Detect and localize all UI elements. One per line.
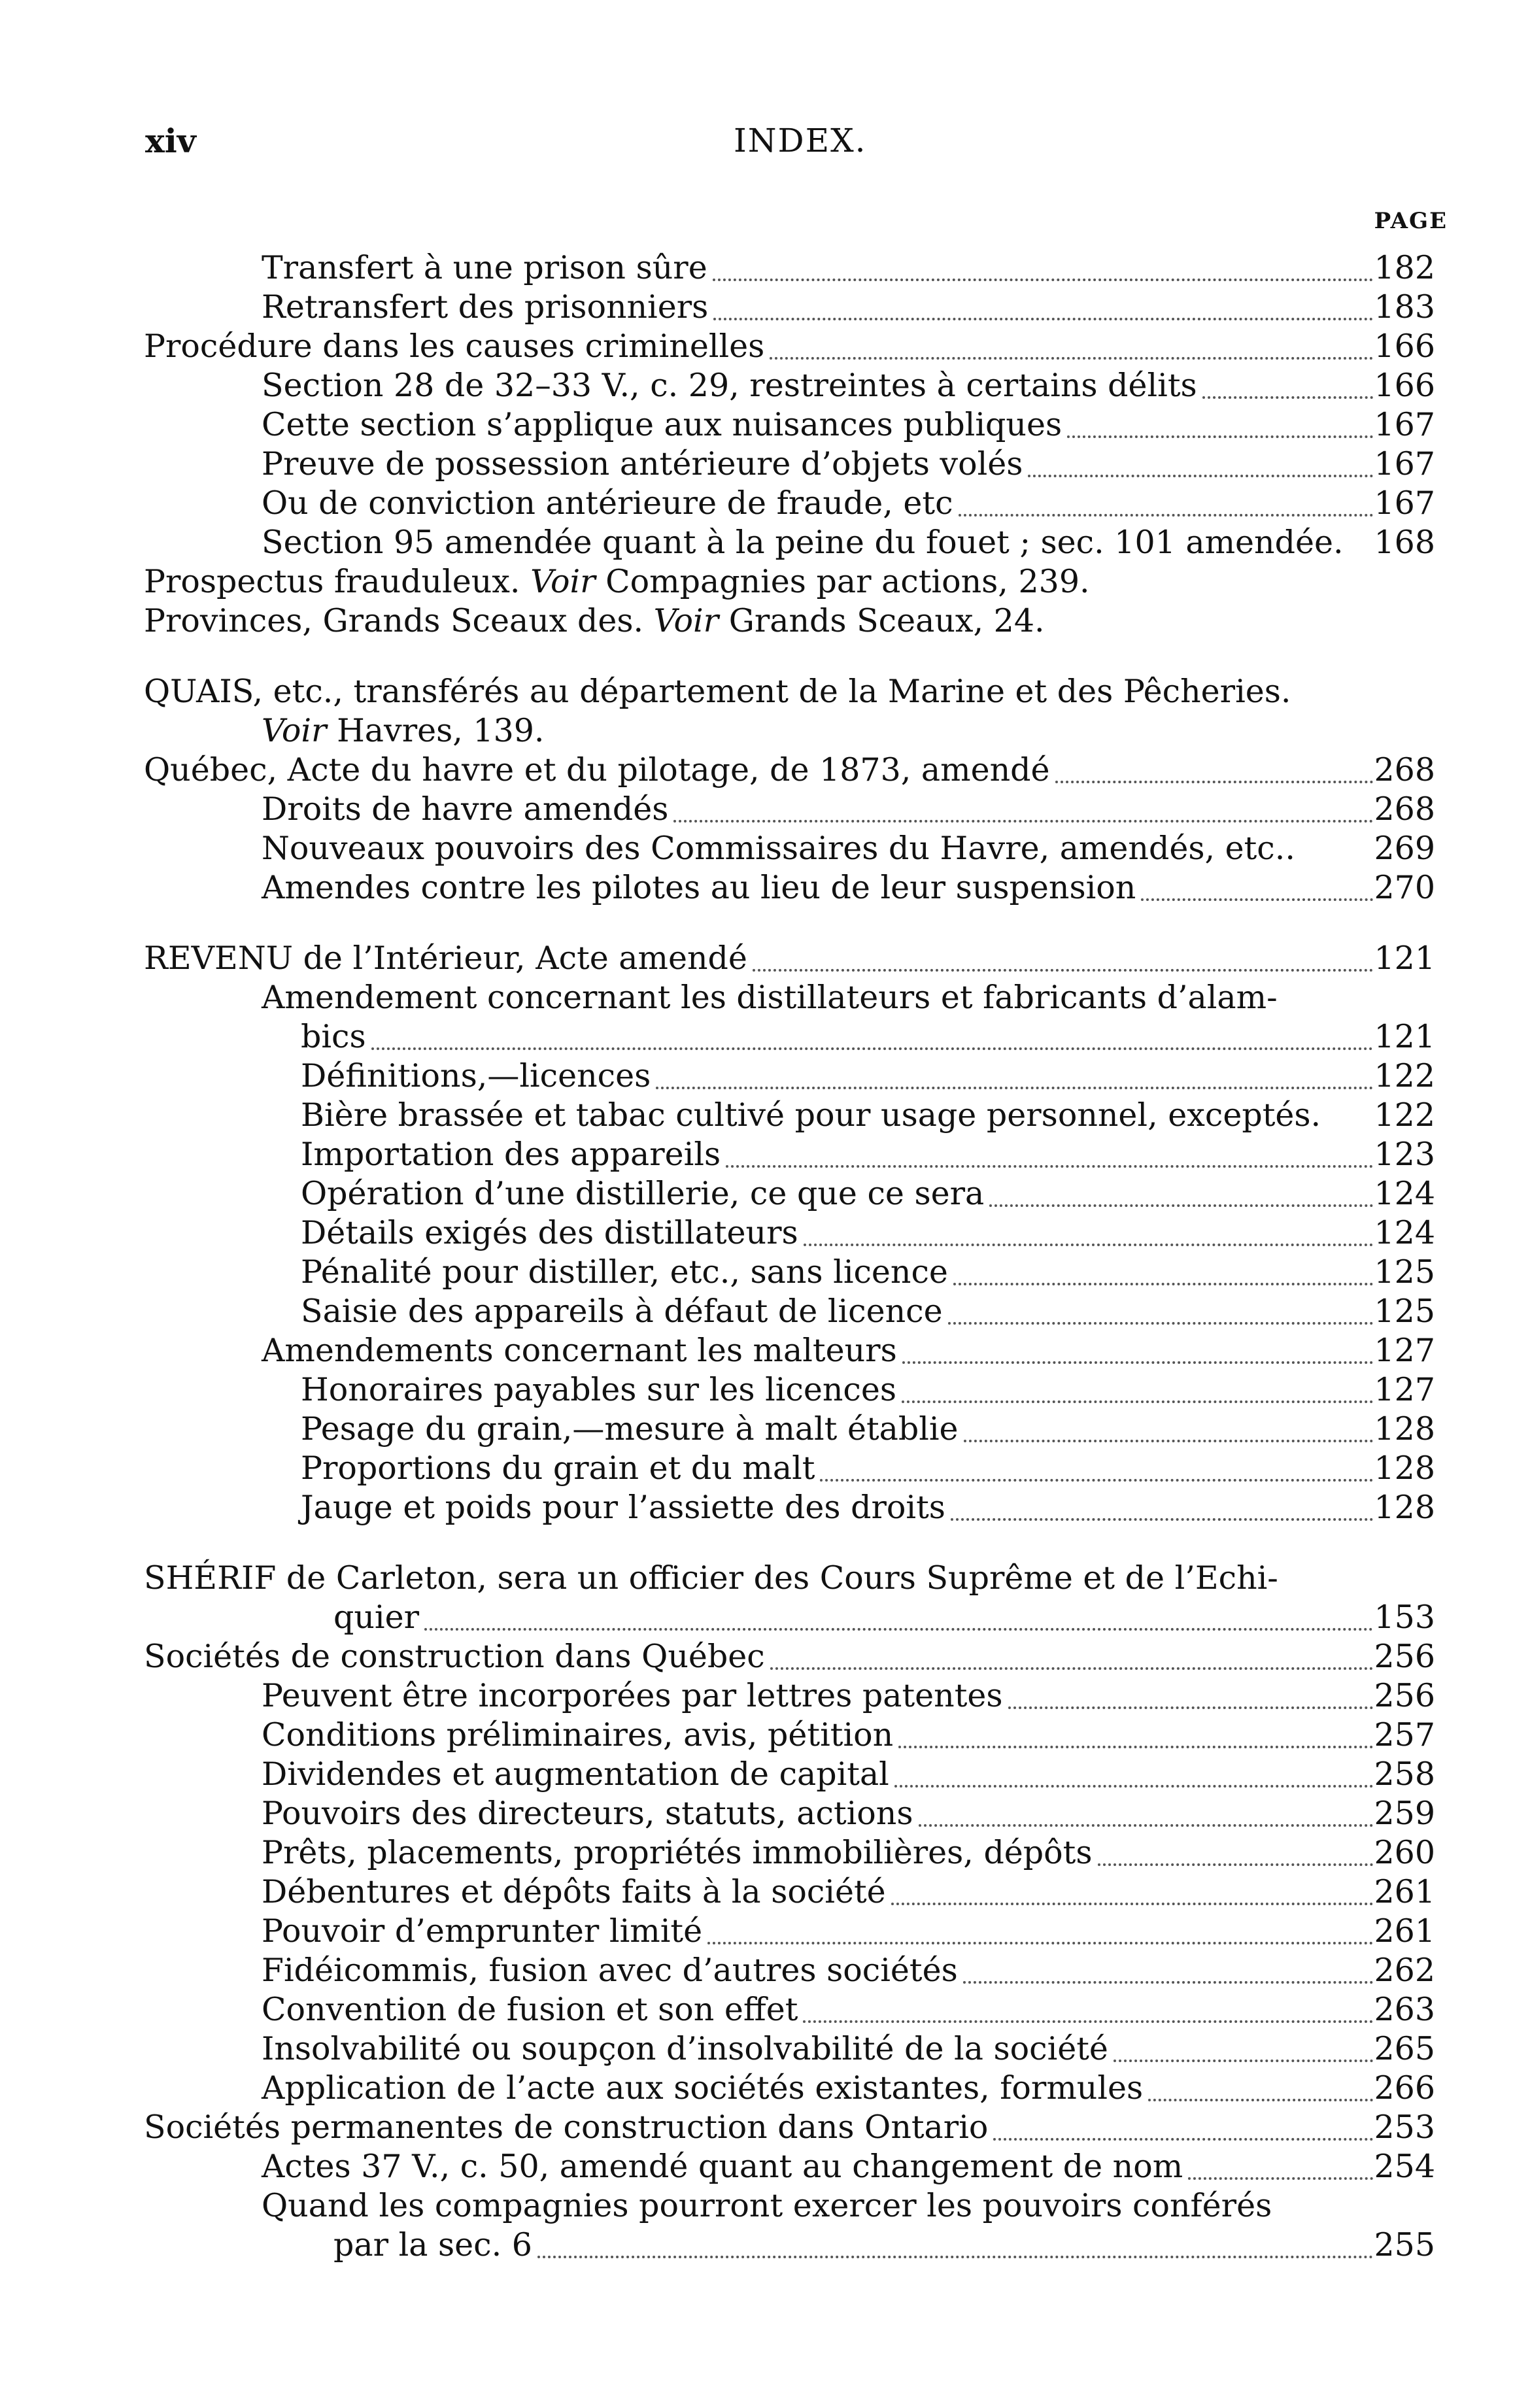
entry-label: Amendements concernant les malteurs [262, 1332, 897, 1369]
entry-label: Sociétés permanentes de construction dans Ontario [144, 2109, 989, 2146]
page-number: 166 [1374, 367, 1435, 404]
page-number: 254 [1374, 2148, 1435, 2185]
entry-text [262, 248, 707, 288]
entry-text [144, 2108, 988, 2147]
index-body [144, 248, 1435, 2265]
entry-text [301, 1057, 651, 1096]
entry-label: Importation des appareils [301, 1136, 721, 1173]
entry-label: Honoraires payables sur les licences [301, 1371, 896, 1408]
entry-text [144, 672, 1291, 711]
entry-label: Pénalité pour distiller, etc., sans licence [301, 1253, 948, 1291]
entry-text [262, 445, 1023, 484]
page-number: 183 [1374, 288, 1435, 326]
page-number: 167 [1374, 406, 1435, 443]
page-number: 127 [1374, 1332, 1435, 1369]
page-number: 127 [1374, 1371, 1435, 1408]
dot-leader [537, 2216, 1373, 2258]
entry-label: REVENU de l’Intérieur, Acte amendé [144, 940, 747, 977]
page-number: 265 [1374, 2030, 1435, 2067]
entry-label: Détails exigés des distillateurs [301, 1214, 798, 1251]
page-number: 166 [1374, 328, 1435, 365]
page-number: 121 [1374, 1018, 1435, 1055]
index-entry [144, 868, 1435, 907]
page-number: 128 [1374, 1410, 1435, 1448]
entry-text [144, 602, 1045, 641]
entry-label: Ou de conviction antérieure de fraude, etc [262, 484, 953, 522]
entry-label: Conditions préliminaires, avis, pétition [262, 1716, 894, 1754]
entry-label: par la sec. 6 [333, 2226, 532, 2264]
dot-leader [673, 781, 1373, 822]
entry-text [262, 484, 953, 523]
running-title: INDEX. [734, 122, 867, 160]
page-number: 123 [1374, 1136, 1435, 1173]
index-entry [144, 562, 1435, 602]
page-number: 270 [1374, 869, 1435, 906]
index-entry [144, 602, 1435, 641]
page-number: 128 [1374, 1489, 1435, 1526]
entry-label: Dividendes et augmentation de capital [262, 1755, 889, 1793]
dot-leader [371, 1008, 1373, 1050]
page-number: 128 [1374, 1450, 1435, 1487]
page-number: 261 [1374, 1912, 1435, 1950]
page-number: 269 [1374, 830, 1435, 867]
entry-label: Pouvoir d’emprunter limité [262, 1912, 703, 1950]
dot-leader [1141, 859, 1373, 901]
dot-leader [726, 1126, 1373, 1168]
page-number: 253 [1374, 2109, 1435, 2146]
see-target: Havres, 139. [337, 712, 545, 749]
section-gap [144, 1527, 1435, 1559]
page-number: 262 [1374, 1952, 1435, 1989]
entry-text [301, 1449, 815, 1488]
index-entry [144, 2226, 1435, 2265]
dot-leader [1188, 2138, 1373, 2180]
entry-text [262, 711, 545, 751]
entry-label: QUAIS, etc., transférés au département de la Marine et des Pêcheries. [144, 673, 1291, 710]
entry-text [262, 1331, 897, 1370]
entry-text [262, 288, 708, 327]
dot-leader [963, 1942, 1373, 1984]
entry-label: Section 28 de 32–33 V., c. 29, restreintes à certains délits [262, 367, 1197, 404]
entry-text [262, 1990, 798, 2029]
dot-leader [902, 1322, 1373, 1364]
entry-label: Amendement concernant les distillateurs et fabricants d’alam- [262, 979, 1278, 1016]
entry-label: Insolvabilité ou soupçon d’insolvabilité de la société [262, 2030, 1108, 2067]
entry-text [262, 868, 1136, 907]
dot-leader [1028, 435, 1373, 477]
entry-text [262, 2029, 1108, 2069]
entry-text [262, 1912, 702, 1951]
entry-label: Provinces, Grands Sceaux des. [144, 602, 644, 639]
entry-label: Proportions du grain et du malt [301, 1450, 815, 1487]
dot-leader [707, 1903, 1373, 1944]
page-number: 266 [1374, 2069, 1435, 2107]
entry-text [301, 1017, 366, 1057]
page-column-heading: PAGE [1374, 208, 1448, 234]
entry-text [262, 1716, 893, 1755]
page-number: 122 [1374, 1096, 1435, 1134]
see-target: Compagnies par actions, 239. [605, 563, 1090, 600]
index-entry [144, 672, 1435, 711]
page-number: 125 [1374, 1293, 1435, 1330]
entry-label: Prêts, placements, propriétés immobilières, dépôts [262, 1834, 1093, 1871]
entry-label: Définitions,—licences [301, 1057, 651, 1094]
page-header [145, 122, 1440, 174]
entry-text [262, 829, 1295, 868]
entry-text [262, 790, 668, 829]
entry-label: Bière brassée et tabac cultivé pour usage personnel, exceptés. [301, 1096, 1321, 1134]
page-number: 122 [1374, 1057, 1435, 1094]
page-number: 153 [1374, 1599, 1435, 1636]
dot-leader [1067, 396, 1373, 438]
entry-label: Application de l’acte aux sociétés existantes, formules [262, 2069, 1144, 2107]
entry-label: bics [301, 1018, 366, 1055]
dot-leader [753, 930, 1373, 972]
index-entry [144, 1057, 1435, 1096]
dot-leader [770, 1628, 1373, 1670]
dot-leader [989, 1165, 1373, 1207]
dot-leader [953, 1244, 1373, 1285]
entry-label: Nouveaux pouvoirs des Commissaires du Havre, amendés, etc.. [262, 830, 1295, 867]
page-number: 261 [1374, 1873, 1435, 1910]
entry-label: Section 95 amendée quant à la peine du fouet ; sec. 101 amendée. [262, 524, 1344, 561]
entry-label: Pouvoirs des directeurs, statuts, actions [262, 1795, 913, 1832]
entry-label: Actes 37 V., c. 50, amendé quant au changement de nom [262, 2148, 1183, 2185]
entry-label: Pesage du grain,—mesure à malt établie [301, 1410, 959, 1448]
page-number: 124 [1374, 1175, 1435, 1212]
dot-leader [713, 239, 1373, 281]
page-number: 260 [1374, 1834, 1435, 1871]
page-number: 182 [1374, 249, 1435, 286]
entry-text [301, 1370, 896, 1410]
dot-leader [898, 1706, 1373, 1748]
dot-leader [1098, 1824, 1374, 1866]
dot-leader [803, 1981, 1373, 2023]
entry-text [301, 1488, 945, 1527]
entry-text [144, 939, 747, 978]
index-entry [144, 484, 1435, 523]
dot-leader [1114, 2020, 1373, 2062]
dot-leader [964, 1400, 1373, 1442]
entry-label: Québec, Acte du havre et du pilotage, de 1873, amendé [144, 751, 1050, 789]
dot-leader [713, 279, 1373, 320]
entry-label: Jauge et poids pour l’assiette des droits [301, 1489, 945, 1526]
entry-label: Retransfert des prisonniers [262, 288, 709, 326]
index-entry [144, 790, 1435, 829]
entry-label: Quand les compagnies pourront exercer les pouvoirs conférés [262, 2187, 1272, 2224]
entry-label: quier [333, 1599, 420, 1636]
entry-label: Fidéicommis, fusion avec d’autres sociétés [262, 1952, 958, 1989]
dot-leader [902, 1361, 1373, 1403]
entry-text [301, 1213, 798, 1253]
entry-label: Transfert à une prison sûre [262, 249, 707, 286]
page-number: 263 [1374, 1991, 1435, 2028]
entry-text [262, 1676, 1003, 1716]
index-entry [144, 939, 1435, 978]
entry-label: Convention de fusion et son effet [262, 1991, 798, 2028]
entry-text [333, 1598, 419, 1637]
page-number: 124 [1374, 1214, 1435, 1251]
see-reference: Voir [262, 712, 327, 749]
page-number: 259 [1374, 1795, 1435, 1832]
page-number: 268 [1374, 751, 1435, 789]
entry-label: Prospectus frauduleux. [144, 563, 520, 600]
index-entry [144, 2147, 1435, 2186]
entry-text [144, 1637, 765, 1676]
entry-label: Preuve de possession antérieure d’objets volés [262, 445, 1023, 483]
entry-label: Débentures et dépôts faits à la société [262, 1873, 886, 1910]
entry-label: Peuvent être incorporées par lettres patentes [262, 1677, 1003, 1714]
page-number: 256 [1374, 1677, 1435, 1714]
dot-leader [1055, 741, 1373, 783]
page-number: 168 [1374, 524, 1435, 561]
dot-leader [894, 1746, 1373, 1788]
see-reference: Voir [530, 563, 596, 600]
entry-text [262, 1794, 913, 1833]
dot-leader [1148, 2060, 1373, 2101]
page-number: 167 [1374, 484, 1435, 522]
entry-label: Saisie des appareils à défaut de licence [301, 1293, 943, 1330]
index-entry [144, 523, 1435, 562]
entry-text [301, 1135, 721, 1174]
dot-leader [820, 1440, 1373, 1482]
entry-text [262, 2147, 1183, 2186]
see-target: Grands Sceaux, 24. [728, 602, 1045, 639]
page-number: 257 [1374, 1716, 1435, 1754]
entry-text [262, 1755, 889, 1794]
entry-label: Opération d’une distillerie, ce que ce sera [301, 1175, 985, 1212]
entry-text [301, 1253, 948, 1292]
dot-leader [424, 1589, 1373, 1631]
entry-text [262, 366, 1197, 405]
entry-label: Procédure dans les causes criminelles [144, 328, 765, 365]
index-entry [144, 1488, 1435, 1527]
see-reference: Voir [653, 602, 719, 639]
page-number: 256 [1374, 1638, 1435, 1675]
page-folio: xiv [145, 122, 196, 160]
entry-label: SHÉRIF de Carleton, sera un officier des Cours Suprême et de l’Echi- [144, 1559, 1278, 1597]
entry-text [301, 1292, 943, 1331]
page-number: 268 [1374, 790, 1435, 828]
dot-leader [656, 1047, 1373, 1089]
dot-leader [993, 2099, 1373, 2141]
page-number: 125 [1374, 1253, 1435, 1291]
entry-text [262, 405, 1062, 445]
section-gap [144, 641, 1435, 672]
page-number: 255 [1374, 2226, 1435, 2264]
page-number: 258 [1374, 1755, 1435, 1793]
entry-text [144, 562, 1090, 602]
dot-leader [891, 1863, 1373, 1905]
dot-leader [1008, 1667, 1373, 1709]
entry-label: Sociétés de construction dans Québec [144, 1638, 765, 1675]
page-number: 167 [1374, 445, 1435, 483]
entry-label: Cette section s’applique aux nuisances publiques [262, 406, 1062, 443]
entry-text [144, 327, 764, 366]
entry-label: Droits de havre amendés [262, 790, 669, 828]
dot-leader [959, 475, 1373, 517]
dot-leader [804, 1204, 1373, 1246]
dot-leader [948, 1283, 1373, 1325]
dot-leader [770, 318, 1373, 360]
dot-leader [919, 1785, 1374, 1827]
page-number: 121 [1374, 940, 1435, 977]
entry-label: Amendes contre les pilotes au lieu de leur suspension [262, 869, 1136, 906]
entry-text [333, 2226, 532, 2265]
dot-leader [951, 1479, 1373, 1521]
entry-text [262, 523, 1344, 562]
dot-leader [1202, 357, 1373, 399]
